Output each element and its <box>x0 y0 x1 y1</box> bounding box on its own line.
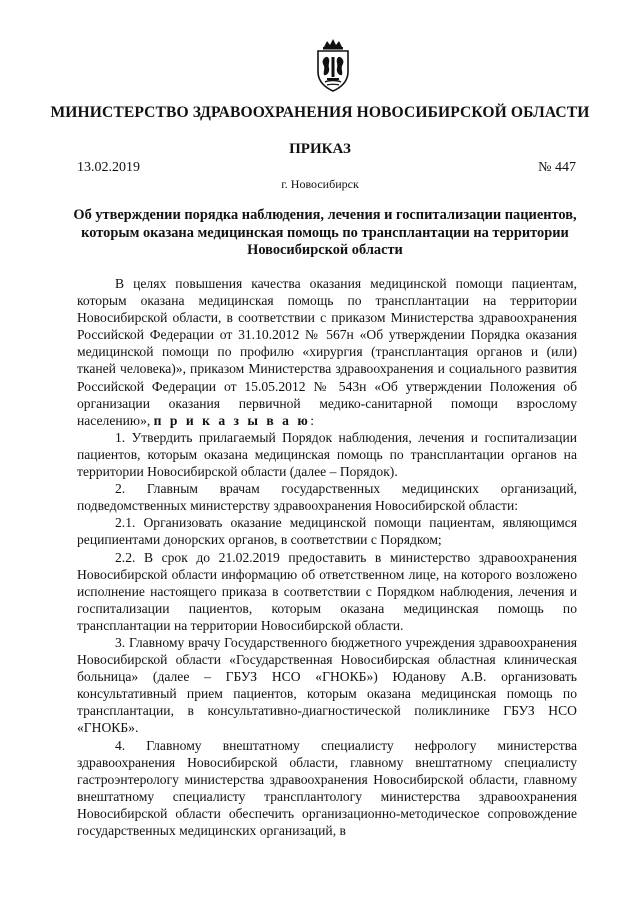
document-type-heading: ПРИКАЗ <box>289 141 351 157</box>
order-number: № 447 <box>538 160 576 175</box>
ministry-heading: МИНИСТЕРСТВО ЗДРАВООХРАНЕНИЯ НОВОСИБИРСКОЙ ОБЛАСТИ <box>50 104 590 121</box>
order-colon: : <box>310 412 314 428</box>
intro-text: В целях повышения качества оказания медицинской помощи пациентам, которым оказана медицинская помощь по трансплантации на территории Новосибирской области, в соответствии с приказом Министерства здравоохранения Российской Федерации от 31.10.2012 № 567н «Об утверждении Порядка оказания медицинской помощи по профилю «хирургия (трансплантация органов и (или) тканей человека)», приказом Министерства здравоохранения и социального развития Российской Федерации от 15.05.2012 № 543н «Об утверждении Положения об организации оказания первичной медико-санитарной помощи взрослому населению», <box>77 276 577 428</box>
paragraph-4: 4. Главному внештатному специалисту нефрологу министерства здравоохранения Новосибирской области, главному внештатному специалисту гастроэнтерологу министерства здравоохранения Новосибирской области, главному внештатному специалисту трансплантологу министерства здравоохранения Новосибирской области обеспечить организационно-методическое сопровождение государственных медицинских организаций, в <box>77 737 577 838</box>
paragraph-2: 2. Главным врачам государственных медицинских организаций, подведомственных министерству здравоохранения Новосибирской области: <box>77 481 577 514</box>
paragraph-2-2: 2.2. В срок до 21.02.2019 предоставить в министерство здравоохранения Новосибирской области информацию об ответственном лице, на которого возложено исполнение настоящего приказа в соответствии с Порядком наблюдения, лечения и госпитализации пациентов, которым оказана медицинская помощь по трансплантации на территории Новосибирской области. <box>77 549 577 633</box>
issue-city: г. Новосибирск <box>281 177 359 191</box>
paragraph-3: 3. Главному врачу Государственного бюджетного учреждения здравоохранения Новосибирской области «Государственная Новосибирская областная клиническая больница» (далее – ГБУЗ НСО «ГНОКБ») Юданову А.В. организовать консультативный прием пациентов, которым оказана медицинская помощь по трансплантации, в консультативно-диагностической поликлинике ГБУЗ НСО «ГНОКБ». <box>77 634 577 736</box>
paragraph-2-1: 2.1. Организовать оказание медицинской помощи пациентам, являющимся реципиентами донорских органов, в соответствии с Порядком; <box>77 515 577 548</box>
order-date: 13.02.2019 <box>77 160 140 175</box>
order-subject: Об утверждении порядка наблюдения, лечения и госпитализации пациентов, которым оказана медицинская помощь по трансплантации на территории Новосибирской области <box>73 207 577 258</box>
novosibirsk-coat-of-arms-icon <box>312 38 354 92</box>
paragraph-1: 1. Утвердить прилагаемый Порядок наблюдения, лечения и госпитализации пациентов, которым оказана медицинская помощь по трансплантации органов на территории Новосибирской области (далее – Порядок). <box>77 429 577 480</box>
order-body <box>77 275 577 839</box>
paragraph-intro <box>77 275 577 429</box>
order-word: п р и к а з ы в а ю <box>153 412 311 428</box>
